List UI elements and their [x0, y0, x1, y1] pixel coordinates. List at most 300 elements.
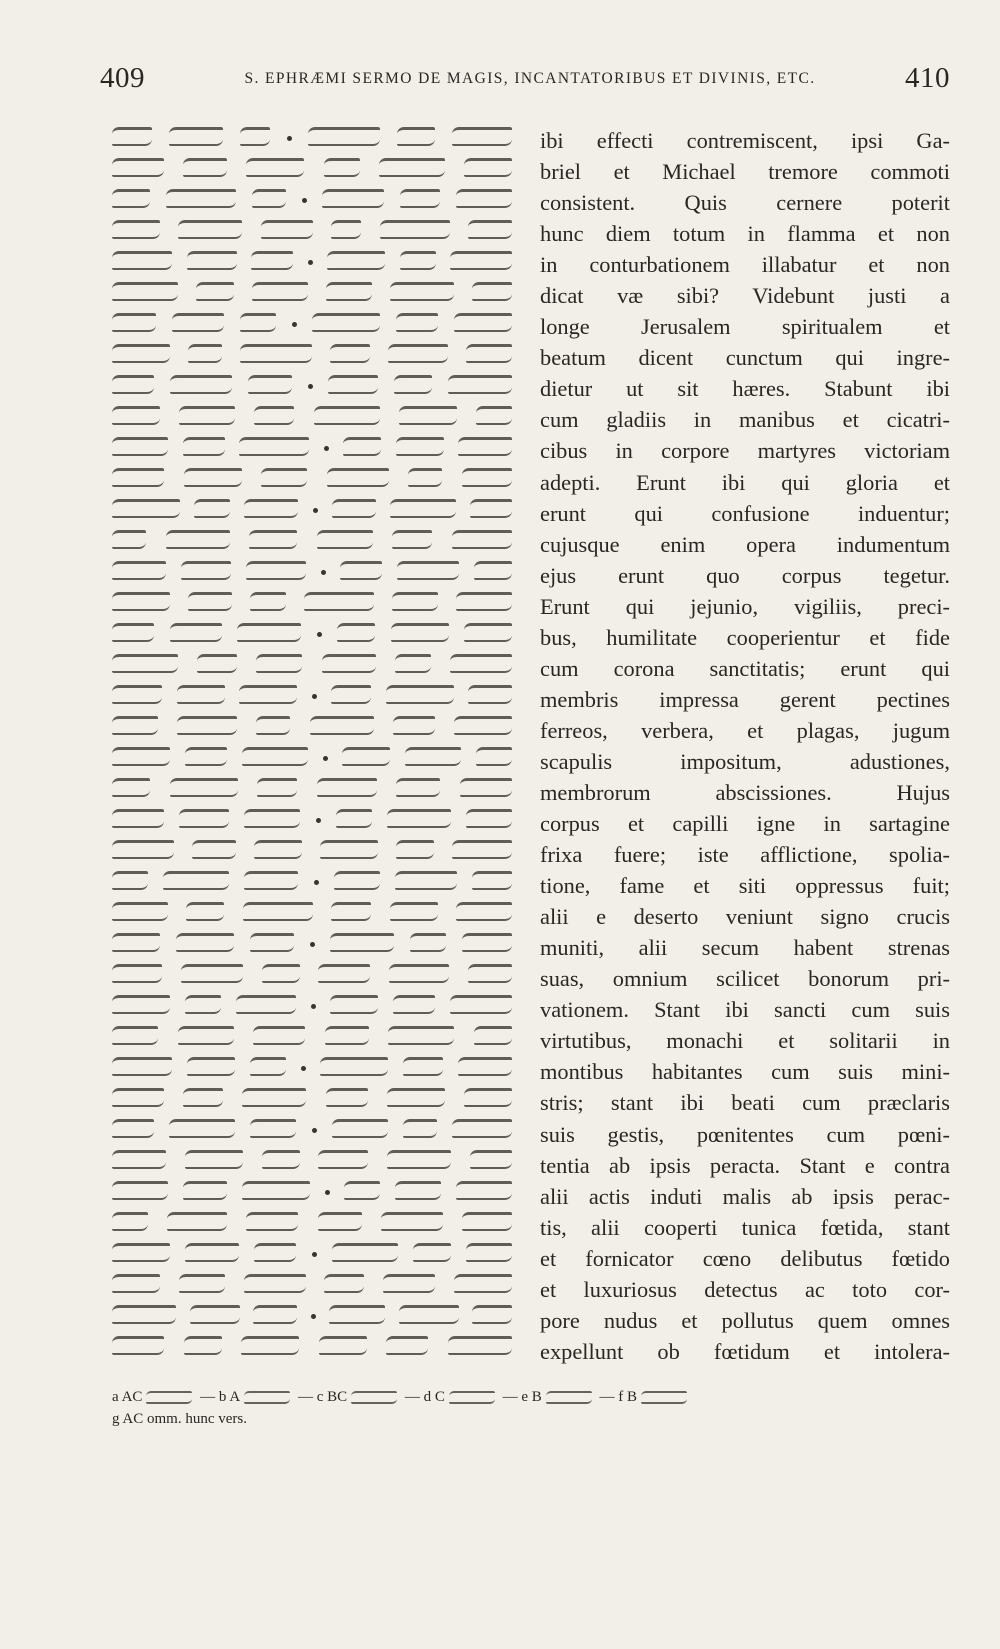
- syriac-word-glyph: [112, 778, 150, 797]
- footnote-d: — d C: [404, 1389, 445, 1405]
- syriac-word-glyph: [322, 189, 384, 208]
- syriac-word-glyph: [183, 1088, 223, 1107]
- syriac-word-glyph: [112, 437, 168, 456]
- syriac-word-glyph: [236, 995, 296, 1014]
- syriac-word-glyph: [304, 592, 374, 611]
- syriac-word-glyph: [388, 1026, 454, 1045]
- syriac-word-glyph: [413, 1243, 451, 1262]
- syriac-word-glyph: [456, 189, 512, 208]
- syriac-word-glyph: [390, 282, 454, 301]
- syriac-word-glyph: [112, 1119, 154, 1138]
- syriac-word-glyph: [337, 623, 375, 642]
- syriac-variant: [546, 1391, 592, 1404]
- syriac-word-glyph: [112, 809, 164, 828]
- syriac-punctuation: [287, 136, 292, 141]
- syriac-line: [112, 862, 512, 893]
- syriac-line: [112, 738, 512, 769]
- syriac-punctuation: [292, 322, 297, 327]
- syriac-line: [112, 1110, 512, 1141]
- syriac-punctuation: [316, 818, 321, 823]
- syriac-word-glyph: [308, 127, 380, 146]
- syriac-word-glyph: [169, 1119, 235, 1138]
- syriac-word-glyph: [112, 282, 178, 301]
- syriac-word-glyph: [387, 1088, 445, 1107]
- syriac-variant: [449, 1391, 495, 1404]
- syriac-word-glyph: [462, 933, 512, 952]
- syriac-word-glyph: [466, 809, 512, 828]
- syriac-word-glyph: [112, 406, 160, 425]
- syriac-word-glyph: [181, 964, 243, 983]
- latin-line: tione, fame et siti oppressus fuit;: [540, 873, 950, 899]
- syriac-word-glyph: [318, 1212, 362, 1231]
- syriac-word-glyph: [399, 1305, 459, 1324]
- syriac-word-glyph: [179, 1274, 225, 1293]
- syriac-word-glyph: [392, 592, 438, 611]
- syriac-word-glyph: [396, 778, 440, 797]
- syriac-variant: [146, 1391, 192, 1404]
- syriac-word-glyph: [332, 499, 376, 518]
- syriac-word-glyph: [112, 840, 174, 859]
- syriac-word-glyph: [450, 995, 512, 1014]
- syriac-word-glyph: [472, 1305, 512, 1324]
- syriac-word-glyph: [237, 623, 301, 642]
- syriac-word-glyph: [322, 654, 376, 673]
- syriac-word-glyph: [458, 1057, 512, 1076]
- syriac-word-glyph: [261, 468, 307, 487]
- syriac-word-glyph: [185, 1150, 243, 1169]
- syriac-word-glyph: [239, 685, 297, 704]
- syriac-word-glyph: [343, 437, 381, 456]
- footnote-e: — e B: [502, 1389, 542, 1405]
- syriac-line: [112, 676, 512, 707]
- syriac-word-glyph: [454, 313, 512, 332]
- syriac-word-glyph: [393, 995, 435, 1014]
- syriac-word-glyph: [246, 158, 304, 177]
- syriac-word-glyph: [185, 995, 221, 1014]
- latin-line: dicat væ sibi? Videbunt justi a: [540, 283, 950, 309]
- syriac-word-glyph: [112, 1026, 158, 1045]
- syriac-word-glyph: [112, 1212, 148, 1231]
- footnote-b: — b A: [200, 1389, 241, 1405]
- syriac-word-glyph: [389, 964, 449, 983]
- syriac-word-glyph: [254, 840, 302, 859]
- syriac-word-glyph: [332, 1243, 398, 1262]
- syriac-word-glyph: [327, 251, 385, 270]
- latin-line: et fornicator cœno delibutus fœtido: [540, 1245, 950, 1271]
- page-header: [100, 62, 950, 102]
- syriac-word-glyph: [112, 902, 168, 921]
- syriac-word-glyph: [254, 1243, 296, 1262]
- syriac-word-glyph: [468, 964, 512, 983]
- syriac-word-glyph: [184, 1336, 222, 1355]
- syriac-word-glyph: [452, 127, 512, 146]
- syriac-line: [112, 614, 512, 645]
- syriac-word-glyph: [387, 809, 451, 828]
- latin-line: ejus erunt quo corpus tegetur.: [540, 562, 950, 588]
- syriac-word-glyph: [178, 1026, 234, 1045]
- syriac-word-glyph: [187, 251, 237, 270]
- syriac-word-glyph: [196, 282, 234, 301]
- syriac-word-glyph: [112, 1088, 164, 1107]
- syriac-word-glyph: [112, 592, 170, 611]
- syriac-word-glyph: [476, 406, 512, 425]
- syriac-word-glyph: [112, 1243, 170, 1262]
- latin-line: corpus et capilli igne in sartagine: [540, 811, 950, 837]
- syriac-word-glyph: [241, 1336, 299, 1355]
- latin-line: stris; stant ibi beati cum præclaris: [540, 1090, 950, 1116]
- syriac-word-glyph: [169, 127, 223, 146]
- syriac-word-glyph: [179, 406, 235, 425]
- syriac-word-glyph: [474, 561, 512, 580]
- syriac-word-glyph: [410, 933, 446, 952]
- syriac-word-glyph: [390, 499, 456, 518]
- syriac-word-glyph: [192, 840, 236, 859]
- syriac-line: [112, 955, 512, 986]
- syriac-word-glyph: [166, 530, 230, 549]
- syriac-word-glyph: [112, 1150, 166, 1169]
- syriac-word-glyph: [112, 344, 170, 363]
- syriac-word-glyph: [324, 1274, 364, 1293]
- syriac-word-glyph: [395, 871, 457, 890]
- syriac-word-glyph: [388, 344, 448, 363]
- syriac-line: [112, 1327, 512, 1358]
- syriac-word-glyph: [470, 1150, 512, 1169]
- latin-line: membris impressa gerent pectines: [540, 686, 950, 712]
- syriac-word-glyph: [250, 592, 286, 611]
- syriac-word-glyph: [405, 747, 461, 766]
- syriac-line: [112, 304, 512, 335]
- syriac-variant: [641, 1391, 687, 1404]
- syriac-word-glyph: [408, 468, 442, 487]
- syriac-line: [112, 1079, 512, 1110]
- syriac-word-glyph: [185, 1243, 239, 1262]
- syriac-word-glyph: [112, 189, 150, 208]
- syriac-word-glyph: [332, 1119, 388, 1138]
- syriac-line: [112, 552, 512, 583]
- syriac-word-glyph: [170, 375, 232, 394]
- syriac-word-glyph: [242, 747, 308, 766]
- syriac-word-glyph: [468, 220, 512, 239]
- syriac-line: [112, 924, 512, 955]
- syriac-word-glyph: [396, 313, 438, 332]
- latin-line: ferreos, verbera, et plagas, jugum: [540, 717, 950, 743]
- latin-line: consistent. Quis cernere poterit: [540, 190, 950, 216]
- syriac-word-glyph: [454, 716, 512, 735]
- syriac-word-glyph: [330, 933, 394, 952]
- syriac-word-glyph: [186, 902, 224, 921]
- syriac-word-glyph: [379, 158, 445, 177]
- syriac-punctuation: [308, 384, 313, 389]
- syriac-punctuation: [311, 1004, 316, 1009]
- syriac-word-glyph: [396, 437, 444, 456]
- syriac-word-glyph: [381, 1212, 443, 1231]
- latin-line: dietur ut sit hæres. Stabunt ibi: [540, 376, 950, 402]
- syriac-word-glyph: [262, 1150, 300, 1169]
- syriac-word-glyph: [112, 685, 162, 704]
- latin-line: erunt qui confusione induentur;: [540, 500, 950, 526]
- syriac-word-glyph: [454, 1274, 512, 1293]
- syriac-word-glyph: [387, 1150, 451, 1169]
- syriac-line: [112, 118, 512, 149]
- syriac-word-glyph: [464, 623, 512, 642]
- syriac-word-glyph: [183, 158, 227, 177]
- latin-line: tentia ab ipsis peracta. Stant e contra: [540, 1152, 950, 1178]
- syriac-line: [112, 769, 512, 800]
- syriac-word-glyph: [112, 220, 160, 239]
- syriac-word-glyph: [112, 654, 178, 673]
- syriac-line: [112, 242, 512, 273]
- syriac-word-glyph: [386, 1336, 428, 1355]
- syriac-word-glyph: [320, 840, 378, 859]
- syriac-word-glyph: [380, 220, 450, 239]
- syriac-word-glyph: [450, 654, 512, 673]
- syriac-word-glyph: [391, 623, 449, 642]
- syriac-line: [112, 490, 512, 521]
- page-number-left: 409: [100, 62, 145, 94]
- syriac-word-glyph: [253, 1305, 297, 1324]
- syriac-word-glyph: [244, 499, 298, 518]
- syriac-word-glyph: [112, 561, 166, 580]
- syriac-word-glyph: [184, 468, 242, 487]
- syriac-line: [112, 1265, 512, 1296]
- syriac-line: [112, 149, 512, 180]
- syriac-word-glyph: [240, 313, 276, 332]
- latin-line: montibus habitantes cum suis mini-: [540, 1059, 950, 1085]
- syriac-word-glyph: [112, 127, 152, 146]
- syriac-word-glyph: [452, 840, 512, 859]
- syriac-text-column: [112, 118, 512, 1378]
- syriac-word-glyph: [178, 220, 242, 239]
- syriac-word-glyph: [460, 778, 512, 797]
- syriac-word-glyph: [452, 1119, 512, 1138]
- latin-line: suas, omnium scilicet bonorum pri-: [540, 966, 950, 992]
- syriac-word-glyph: [331, 685, 371, 704]
- syriac-punctuation: [314, 880, 319, 885]
- syriac-punctuation: [313, 508, 318, 513]
- latin-line: vationem. Stant ibi sancti cum suis: [540, 997, 950, 1023]
- syriac-word-glyph: [240, 344, 312, 363]
- syriac-word-glyph: [452, 530, 512, 549]
- syriac-word-glyph: [188, 592, 232, 611]
- latin-line: pore nudus et pollutus quem omnes: [540, 1307, 950, 1333]
- syriac-word-glyph: [456, 1181, 512, 1200]
- syriac-word-glyph: [458, 437, 512, 456]
- latin-line: adepti. Erunt ibi qui gloria et: [540, 469, 950, 495]
- syriac-punctuation: [311, 1314, 316, 1319]
- syriac-word-glyph: [334, 871, 380, 890]
- syriac-word-glyph: [240, 127, 270, 146]
- syriac-word-glyph: [395, 654, 431, 673]
- syriac-line: [112, 1172, 512, 1203]
- latin-line: cujusque enim opera indumentum: [540, 531, 950, 557]
- syriac-word-glyph: [326, 1088, 368, 1107]
- syriac-punctuation: [312, 694, 317, 699]
- syriac-word-glyph: [326, 282, 372, 301]
- syriac-word-glyph: [112, 1057, 172, 1076]
- syriac-word-glyph: [396, 840, 434, 859]
- syriac-word-glyph: [194, 499, 230, 518]
- syriac-word-glyph: [183, 437, 225, 456]
- syriac-word-glyph: [185, 747, 227, 766]
- latin-line: et luxuriosus detectus ac toto cor-: [540, 1276, 950, 1302]
- syriac-word-glyph: [112, 1305, 176, 1324]
- syriac-word-glyph: [468, 685, 512, 704]
- syriac-word-glyph: [112, 1274, 160, 1293]
- latin-text-column: [540, 125, 950, 1367]
- footnote-c: — c BC: [297, 1389, 348, 1405]
- syriac-line: [112, 397, 512, 428]
- syriac-line: [112, 1141, 512, 1172]
- syriac-punctuation: [324, 446, 329, 451]
- syriac-word-glyph: [386, 685, 454, 704]
- latin-line: expellunt ob fœtidum et intolera-: [540, 1338, 950, 1364]
- syriac-word-glyph: [466, 344, 512, 363]
- syriac-word-glyph: [340, 561, 382, 580]
- syriac-word-glyph: [112, 530, 146, 549]
- syriac-word-glyph: [250, 933, 294, 952]
- syriac-line: [112, 986, 512, 1017]
- syriac-line: [112, 180, 512, 211]
- syriac-line: [112, 1048, 512, 1079]
- latin-line: cibus in corpore martyres victoriam: [540, 438, 950, 464]
- latin-line: ibi effecti contremiscent, ipsi Ga-: [540, 128, 950, 153]
- latin-line: cum gladiis in manibus et cicatri-: [540, 407, 950, 433]
- syriac-line: [112, 1296, 512, 1327]
- syriac-word-glyph: [397, 561, 459, 580]
- syriac-word-glyph: [395, 1181, 441, 1200]
- syriac-word-glyph: [112, 375, 154, 394]
- syriac-word-glyph: [112, 158, 164, 177]
- syriac-word-glyph: [253, 1026, 305, 1045]
- syriac-word-glyph: [112, 468, 164, 487]
- syriac-word-glyph: [383, 1274, 435, 1293]
- syriac-word-glyph: [319, 1336, 367, 1355]
- syriac-word-glyph: [328, 375, 378, 394]
- syriac-word-glyph: [249, 530, 297, 549]
- syriac-punctuation: [317, 632, 322, 637]
- syriac-word-glyph: [262, 964, 300, 983]
- syriac-line: [112, 1234, 512, 1265]
- syriac-line: [112, 366, 512, 397]
- latin-line: virtutibus, monachi et solitarii in: [540, 1028, 950, 1054]
- syriac-word-glyph: [470, 499, 512, 518]
- syriac-word-glyph: [317, 530, 373, 549]
- syriac-word-glyph: [462, 1212, 512, 1231]
- syriac-word-glyph: [312, 313, 380, 332]
- syriac-word-glyph: [327, 468, 389, 487]
- syriac-word-glyph: [324, 158, 360, 177]
- syriac-word-glyph: [397, 127, 435, 146]
- syriac-word-glyph: [342, 747, 390, 766]
- syriac-punctuation: [312, 1128, 317, 1133]
- syriac-word-glyph: [330, 344, 370, 363]
- syriac-line: [112, 273, 512, 304]
- syriac-word-glyph: [244, 809, 300, 828]
- syriac-word-glyph: [394, 375, 432, 394]
- latin-line: membrorum abscissiones. Hujus: [540, 779, 950, 805]
- latin-line: cum corona sanctitatis; erunt qui: [540, 655, 950, 681]
- latin-line: beatum dicent cunctum qui ingre-: [540, 345, 950, 371]
- syriac-punctuation: [321, 570, 326, 575]
- syriac-word-glyph: [400, 189, 440, 208]
- latin-line: briel et Michael tremore commoti: [540, 159, 950, 185]
- syriac-word-glyph: [112, 871, 148, 890]
- syriac-word-glyph: [314, 406, 380, 425]
- syriac-word-glyph: [250, 1057, 286, 1076]
- syriac-word-glyph: [456, 902, 512, 921]
- syriac-word-glyph: [390, 902, 438, 921]
- syriac-word-glyph: [392, 530, 432, 549]
- syriac-word-glyph: [183, 1181, 227, 1200]
- syriac-word-glyph: [167, 1212, 227, 1231]
- syriac-word-glyph: [251, 251, 293, 270]
- syriac-punctuation: [308, 260, 313, 265]
- syriac-word-glyph: [464, 158, 512, 177]
- syriac-word-glyph: [450, 251, 512, 270]
- footnotes: [112, 1386, 952, 1430]
- syriac-word-glyph: [166, 189, 236, 208]
- syriac-word-glyph: [112, 499, 180, 518]
- syriac-punctuation: [301, 1066, 306, 1071]
- syriac-word-glyph: [399, 406, 457, 425]
- syriac-word-glyph: [243, 902, 313, 921]
- syriac-word-glyph: [261, 220, 313, 239]
- syriac-line: [112, 1203, 512, 1234]
- latin-line: suis gestis, pœnitentes cum pœni-: [540, 1121, 950, 1147]
- syriac-word-glyph: [188, 344, 222, 363]
- syriac-word-glyph: [256, 654, 302, 673]
- syriac-word-glyph: [112, 716, 158, 735]
- syriac-word-glyph: [170, 778, 238, 797]
- syriac-word-glyph: [177, 716, 237, 735]
- syriac-word-glyph: [310, 716, 374, 735]
- page-number-right: 410: [905, 62, 950, 94]
- syriac-word-glyph: [190, 1305, 240, 1324]
- footnote-f: — f B: [599, 1389, 638, 1405]
- syriac-punctuation: [310, 942, 315, 947]
- footnote-line: [112, 1386, 952, 1408]
- latin-line: hunc diem totum in flamma et non: [540, 221, 950, 247]
- syriac-word-glyph: [170, 623, 222, 642]
- syriac-word-glyph: [112, 623, 154, 642]
- syriac-line: [112, 459, 512, 490]
- syriac-word-glyph: [325, 1026, 369, 1045]
- latin-line: alii e deserto veniunt signo crucis: [540, 904, 950, 930]
- syriac-word-glyph: [112, 995, 170, 1014]
- syriac-word-glyph: [252, 189, 286, 208]
- syriac-line: [112, 428, 512, 459]
- syriac-word-glyph: [254, 406, 294, 425]
- syriac-word-glyph: [400, 251, 436, 270]
- syriac-word-glyph: [239, 437, 309, 456]
- syriac-word-glyph: [112, 313, 156, 332]
- syriac-word-glyph: [112, 964, 162, 983]
- syriac-line: [112, 800, 512, 831]
- syriac-line: [112, 893, 512, 924]
- latin-line: frixa fuere; iste afflictione, spolia-: [540, 842, 950, 868]
- syriac-word-glyph: [242, 1088, 306, 1107]
- latin-line: muniti, alii secum habent strenas: [540, 935, 950, 961]
- syriac-word-glyph: [257, 778, 297, 797]
- syriac-line: [112, 645, 512, 676]
- syriac-word-glyph: [466, 1243, 512, 1262]
- syriac-punctuation: [325, 1190, 330, 1195]
- syriac-word-glyph: [329, 1305, 385, 1324]
- syriac-word-glyph: [112, 747, 170, 766]
- latin-line: Erunt qui jejunio, vigiliis, preci-: [540, 593, 950, 619]
- syriac-word-glyph: [320, 1057, 388, 1076]
- syriac-word-glyph: [474, 1026, 512, 1045]
